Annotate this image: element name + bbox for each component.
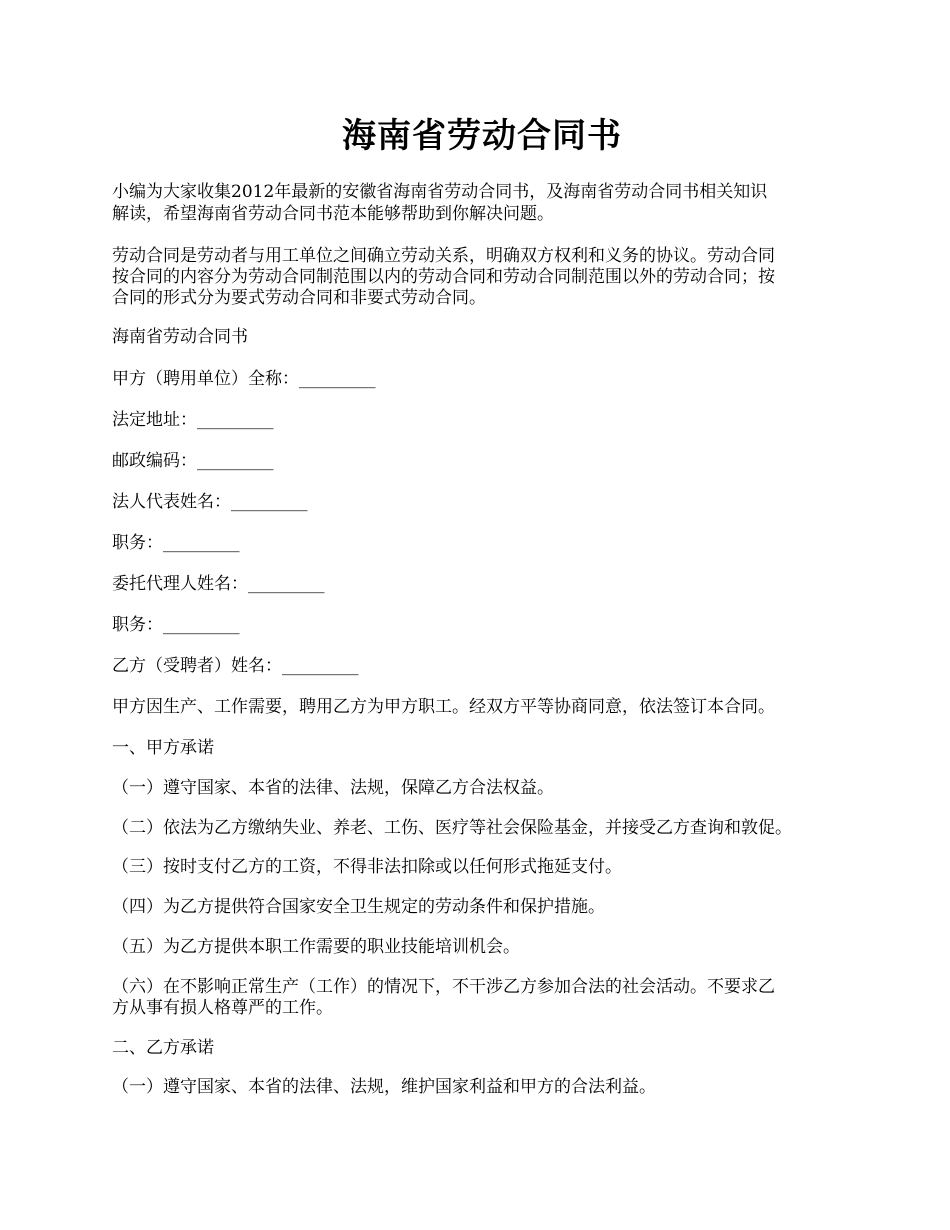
section-a-heading: 一、甲方承诺: [112, 738, 214, 758]
definition-paragraph-line-1: 劳动合同是劳动者与用工单位之间确立劳动关系，明确双方权利和义务的协议。劳动合同: [112, 246, 775, 266]
section-a-item-3: （三）按时支付乙方的工资，不得非法扣除或以任何形式拖延支付。: [112, 857, 622, 877]
section-a-item-5: （五）为乙方提供本职工作需要的职业技能培训机会。: [112, 937, 520, 957]
party-a-name-field: 甲方（聘用单位）全称：_________: [112, 369, 376, 389]
section-b-item-1: （一）遵守国家、本省的法律、法规，维护国家利益和甲方的合法利益。: [112, 1077, 656, 1097]
position-field-2: 职务：_________: [112, 615, 240, 635]
legal-rep-name-field: 法人代表姓名：_________: [112, 492, 308, 512]
intro-paragraph-line-1: 小编为大家收集2012年最新的安徽省海南省劳动合同书，及海南省劳动合同书相关知识: [112, 182, 768, 202]
legal-address-field: 法定地址：_________: [112, 410, 274, 430]
intro-paragraph-line-2: 解读，希望海南省劳动合同书范本能够帮助到你解决问题。: [112, 204, 554, 224]
definition-paragraph-line-3: 合同的形式分为要式劳动合同和非要式劳动合同。: [112, 288, 486, 308]
definition-paragraph-line-2: 按合同的内容分为劳动合同制范围以内的劳动合同和劳动合同制范围以外的劳动合同；按: [112, 267, 775, 287]
contract-subtitle: 海南省劳动合同书: [112, 327, 248, 347]
contract-preamble: 甲方因生产、工作需要，聘用乙方为甲方职工。经双方平等协商同意，依法签订本合同。: [112, 697, 775, 717]
section-a-item-4: （四）为乙方提供符合国家安全卫生规定的劳动条件和保护措施。: [112, 897, 605, 917]
agent-name-field: 委托代理人姓名：_________: [112, 574, 325, 594]
page-title: 海南省劳动合同书: [342, 116, 622, 156]
party-b-name-field: 乙方（受聘者）姓名：_________: [112, 656, 359, 676]
section-a-item-6-line-2: 方从事有损人格尊严的工作。: [112, 998, 333, 1018]
section-a-item-1: （一）遵守国家、本省的法律、法规，保障乙方合法权益。: [112, 778, 554, 798]
postal-code-field: 邮政编码：_________: [112, 451, 274, 471]
section-a-item-2: （二）依法为乙方缴纳失业、养老、工伤、医疗等社会保险基金，并接受乙方查询和敦促。: [112, 818, 792, 838]
position-field-1: 职务：_________: [112, 533, 240, 553]
section-a-item-6-line-1: （六）在不影响正常生产（工作）的情况下，不干涉乙方参加合法的社会活动。不要求乙: [112, 977, 775, 997]
section-b-heading: 二、乙方承诺: [112, 1038, 214, 1058]
